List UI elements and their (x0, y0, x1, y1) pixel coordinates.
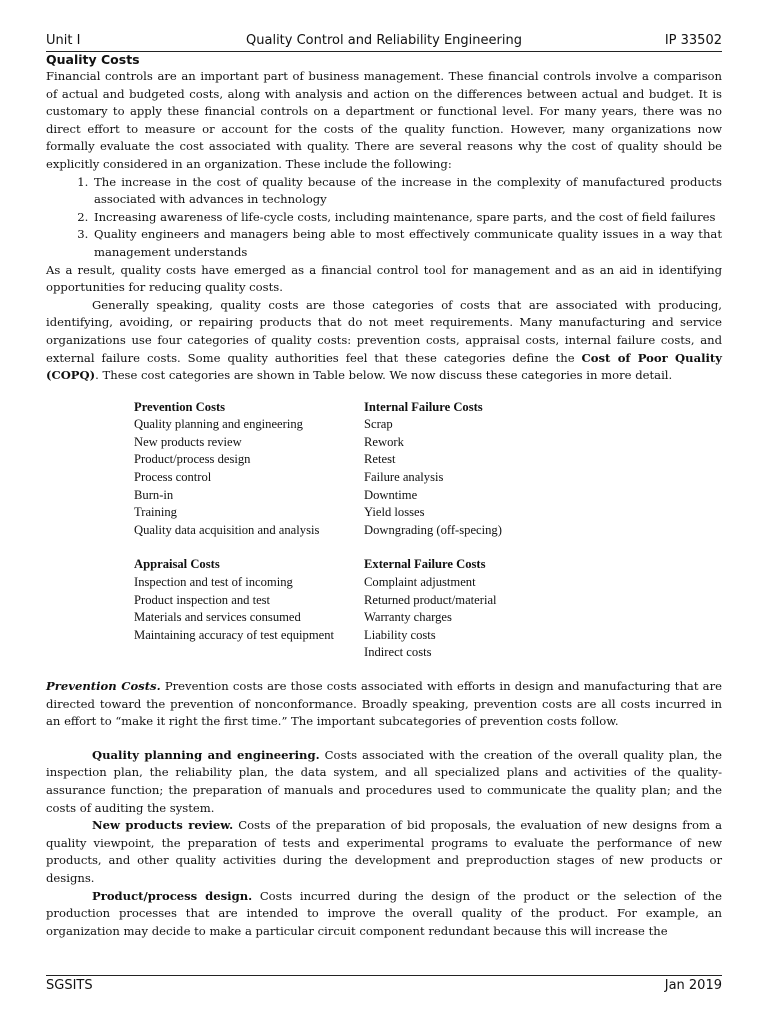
list-item: Downgrading (off-specing) (364, 522, 502, 537)
internal-failure-costs-column (364, 399, 594, 540)
list-item: New products review (134, 434, 242, 449)
list-item: Liability costs (364, 627, 436, 642)
list-item: 2. Increasing awareness of life-cycle costs, including maintenance, spare parts, and the cost of field failures (92, 209, 722, 227)
list-item: Product inspection and test (134, 592, 271, 607)
appraisal-costs-heading: Appraisal Costs (134, 557, 220, 572)
intro-paragraph: Financial controls are an important part of business management. These financial controls involve a comparison of actual and budgeted costs, along with analysis and action on the differences between actual and budget. It is customary to apply these financial controls on a department or functional level. For many years, there was no direct effort to measure or account for the costs of the quality function. However, many organizations now formally evaluate the cost associated with quality. There are several reasons why the cost of quality should be explicitly considered in an organization. These include the following: (46, 69, 722, 171)
general-text-a: Generally speaking, quality costs are those categories of costs that are associated with producing, identifying, avoiding, or repairing products that do not meet requirements. Many manufacturing and service organizations use four categories of quality costs: prevention costs, appraisal costs, internal failure costs, and external failure costs. Some quality authorities feel that these categories define the (46, 297, 722, 365)
list-item: Warranty charges (364, 610, 452, 625)
table-spacer (134, 539, 594, 556)
subcategory-paragraph (46, 747, 722, 817)
reasons-list (46, 174, 722, 262)
prevention-costs-label: Prevention Costs. (46, 679, 161, 693)
section-title: Quality Costs (46, 52, 140, 67)
subcategory-text: Costs incurred during the design of the product or the selection of the production processes that are intended to improve the overall quality of the product. For example, an organization may decide to make a particular circuit component redundant because this will increase the (46, 888, 722, 938)
general-text-b: . These cost categories are shown in Table below. We now discuss these categories in more detail. (95, 368, 673, 383)
spacer (46, 662, 722, 678)
external-failure-costs-heading: External Failure Costs (364, 557, 486, 572)
list-item: Indirect costs (364, 645, 432, 660)
subcategory-label: New products review. (92, 818, 234, 833)
document-body (46, 52, 722, 940)
list-item: Process control (134, 470, 212, 485)
prevention-costs-heading: Prevention Costs (134, 399, 226, 414)
document-page (46, 0, 722, 1024)
subcategory-text: Costs associated with the creation of the overall quality plan, the inspection plan, the reliability plan, the data system, and all specialized plans and activities of the quality-assurance function; the preparation of manuals and procedures used to communicate the quality plan; and the costs of auditing the system. (46, 747, 722, 815)
list-item: Quality data acquisition and analysis (134, 522, 320, 537)
list-item: 1. The increase in the cost of quality because of the increase in the complexity of manufactured products associated with advances in technology (92, 174, 722, 209)
list-item: Scrap (364, 417, 393, 432)
table-row (134, 399, 594, 540)
copq-term: Cost of Poor Quality (COPQ) (46, 350, 723, 383)
subcategory-paragraph (46, 888, 722, 941)
general-paragraph (46, 297, 722, 385)
prevention-costs-paragraph (46, 678, 722, 731)
subcategory-text: Costs of the preparation of bid proposals, the evaluation of new designs from a quality viewpoint, the preparation of tests and experimental programs to evaluate the performance of new products, and other quality activities during the development and preproduction stages of new products or designs. (46, 818, 722, 885)
external-failure-costs-column (364, 556, 594, 662)
header-course-title: Quality Control and Reliability Engineering (246, 33, 522, 48)
table-row (134, 556, 594, 662)
footer-institution: SGSITS (46, 978, 93, 993)
subcategory-paragraph (46, 817, 722, 887)
list-item: Inspection and test of incoming (134, 575, 293, 590)
appraisal-costs-column (134, 556, 364, 662)
list-item: Yield losses (364, 505, 425, 520)
list-item: Training (134, 505, 177, 520)
internal-failure-costs-heading: Internal Failure Costs (364, 399, 483, 414)
page-header (46, 33, 722, 52)
page-footer (46, 975, 722, 996)
footer-date: Jan 2019 (664, 978, 722, 993)
list-item: Materials and services consumed (134, 610, 301, 625)
list-item: Rework (364, 434, 404, 449)
list-item: Product/process design (134, 452, 251, 467)
list-item: Downtime (364, 487, 418, 502)
list-item: Quality planning and engineering (134, 417, 303, 432)
list-item: Maintaining accuracy of test equipment (134, 627, 335, 642)
prevention-costs-column (134, 399, 364, 540)
header-unit: Unit I (46, 33, 81, 48)
cost-categories-table (134, 399, 594, 662)
list-item: Retest (364, 452, 396, 467)
header-course-code: IP 33502 (664, 33, 722, 48)
list-item: Returned product/material (364, 592, 497, 607)
spacer (46, 731, 722, 747)
list-item: 3. Quality engineers and managers being able to most effectively communicate quality issues in a way that management understands (92, 226, 722, 261)
list-item: Failure analysis (364, 470, 444, 485)
list-item: Complaint adjustment (364, 575, 476, 590)
subcategory-label: Product/process design. (92, 888, 253, 903)
subcategory-label: Quality planning and engineering. (92, 747, 320, 762)
list-item: Burn-in (134, 487, 174, 502)
prevention-costs-text: Prevention costs are those costs associated with efforts in design and manufacturing that are directed toward the prevention of nonconformance. Broadly speaking, prevention costs are all costs incurred in an effort to “make it right the first time.” The important subcategories of prevention costs follow. (46, 679, 722, 729)
result-paragraph: As a result, quality costs have emerged as a financial control tool for management and as an aid in identifying opportunities for reducing quality costs. (46, 262, 722, 295)
